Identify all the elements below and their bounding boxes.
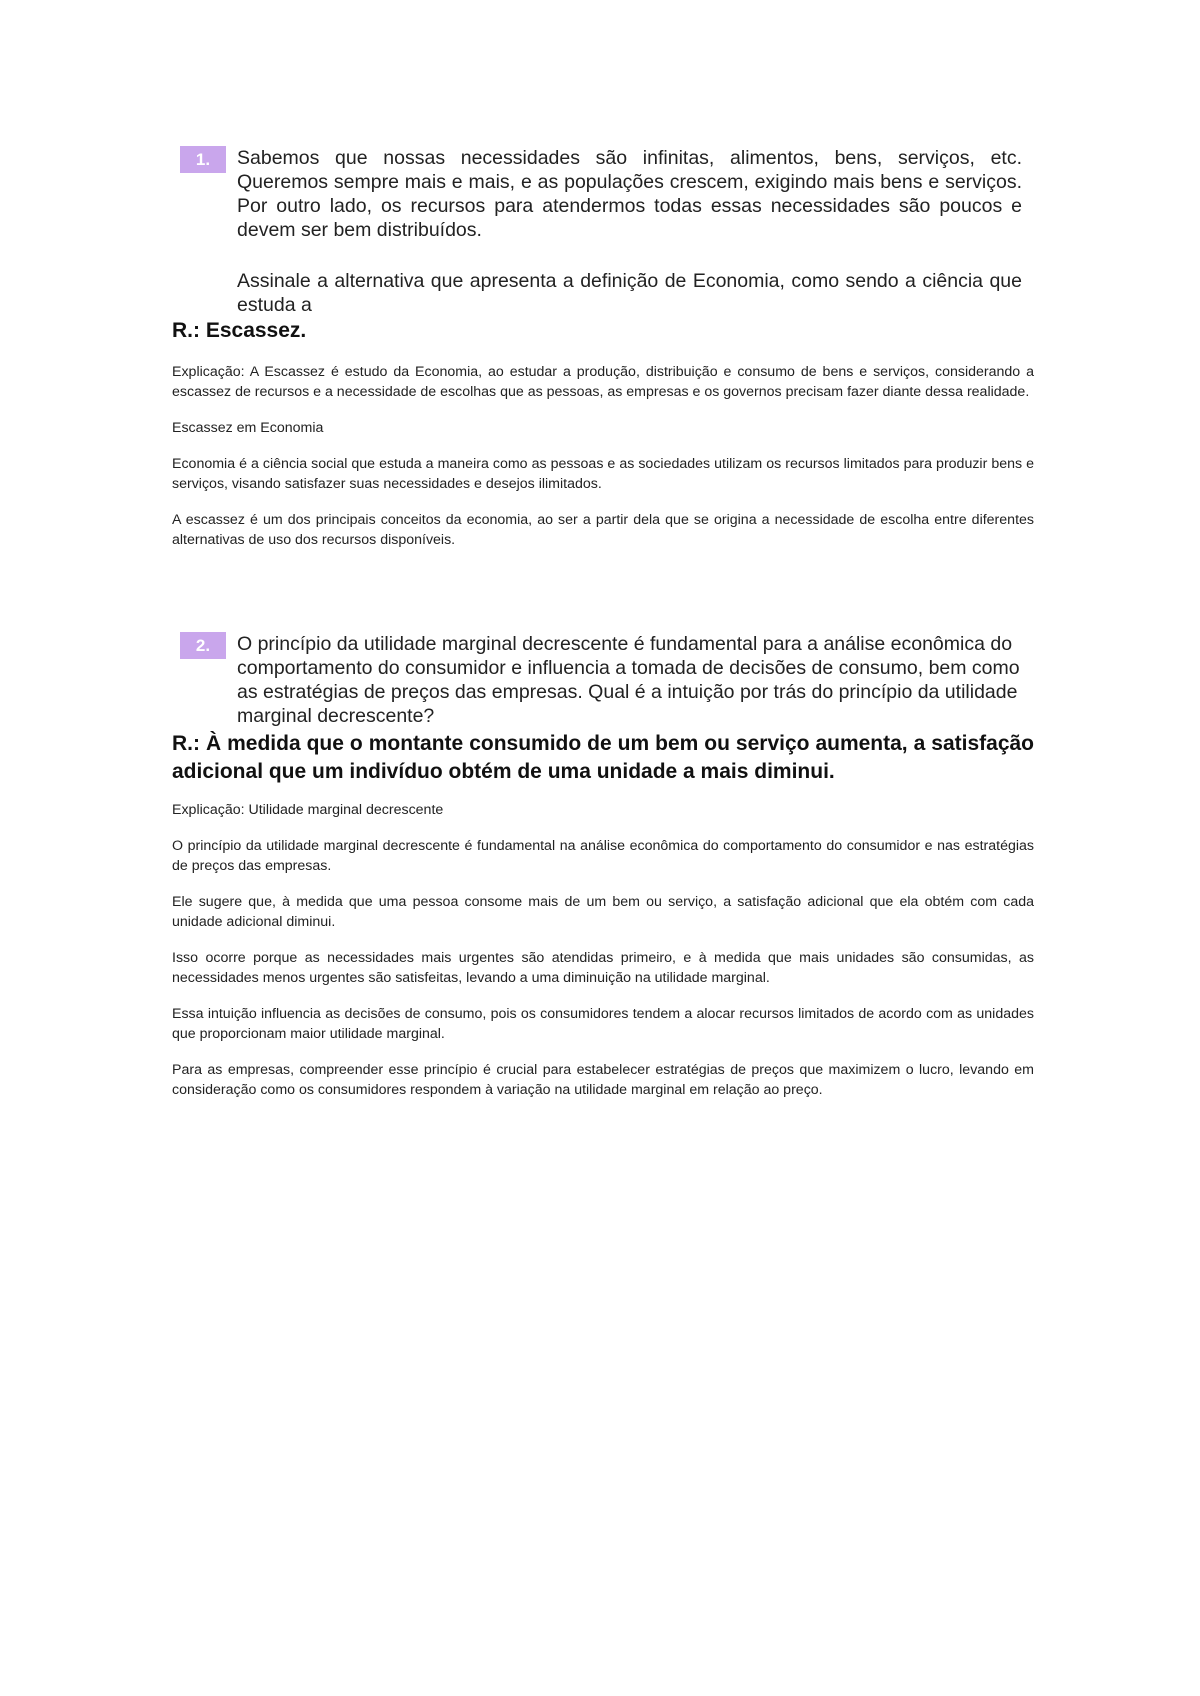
question-1-paragraph: Sabemos que nossas necessidades são infinitas, alimentos, bens, serviços, etc. Queremos sempre mais e mais, e as populações crescem, exigindo mais bens e serviços. Por outro lado, os recursos para atendermos todas essas necessidades são poucos e devem ser bem distribuídos.: [237, 147, 1022, 241]
explanation-paragraph: Ele sugere que, à medida que uma pessoa consome mais de um bem ou serviço, a satisfação adicional que ela obtém com cada unidade adicional diminui.: [172, 894, 1034, 930]
explanation-paragraph: Explicação: A Escassez é estudo da Economia, ao estudar a produção, distribuição e consumo de bens e serviços, considerando a escassez de recursos e a necessidade de escolhas que as pessoas, as empresas e os governos precisam fazer diante dessa realidade.: [172, 364, 1034, 400]
question-1-explanation: [172, 362, 1034, 566]
question-1-answer: R.: Escassez.: [172, 319, 307, 342]
explanation-paragraph: Isso ocorre porque as necessidades mais urgentes são atendidas primeiro, e à medida que mais unidades são consumidas, as necessidades menos urgentes são satisfeitas, levando a uma diminuição na utilidade marginal.: [172, 950, 1034, 986]
explanation-paragraph: Explicação: Utilidade marginal decrescente: [172, 802, 444, 818]
explanation-paragraph: O princípio da utilidade marginal decrescente é fundamental na análise econômica do comportamento do consumidor e nas estratégias de preços das empresas.: [172, 838, 1034, 874]
question-1-prompt: Assinale a alternativa que apresenta a definição de Economia, como sendo a ciência que estuda a: [237, 270, 1022, 316]
explanation-paragraph: Essa intuição influencia as decisões de consumo, pois os consumidores tendem a alocar recursos limitados de acordo com as unidades que proporcionam maior utilidade marginal.: [172, 1006, 1034, 1042]
question-2-explanation: [172, 800, 1034, 1116]
explanation-paragraph: A escassez é um dos principais conceitos da economia, ao ser a partir dela que se origina a necessidade de escolha entre diferentes alternativas de uso dos recursos disponíveis.: [172, 512, 1034, 548]
question-2-answer: R.: À medida que o montante consumido de um bem ou serviço aumenta, a satisfação adicional que um indivíduo obtém de uma unidade a mais diminui.: [172, 732, 1034, 783]
question-number-badge: 2.: [180, 632, 226, 659]
explanation-paragraph: Para as empresas, compreender esse princípio é crucial para estabelecer estratégias de preços que maximizem o lucro, levando em consideração como os consumidores respondem à variação na utilidade marginal em relação ao preço.: [172, 1062, 1034, 1098]
explanation-paragraph: Escassez em Economia: [172, 420, 324, 436]
question-number-badge: 1.: [180, 146, 226, 173]
explanation-paragraph: Economia é a ciência social que estuda a maneira como as pessoas e as sociedades utilizam os recursos limitados para produzir bens e serviços, visando satisfazer suas necessidades e desejos ilimitados.: [172, 456, 1034, 492]
question-2-text: [237, 632, 1027, 728]
question-2-paragraph: O princípio da utilidade marginal decrescente é fundamental para a análise econômica do comportamento do consumidor e influencia a tomada de decisões de consumo, bem como as estratégias de preços das empresas. Qual é a intuição por trás do princípio da utilidade marginal decrescente?: [237, 633, 1020, 727]
question-1-text: [237, 146, 1022, 317]
